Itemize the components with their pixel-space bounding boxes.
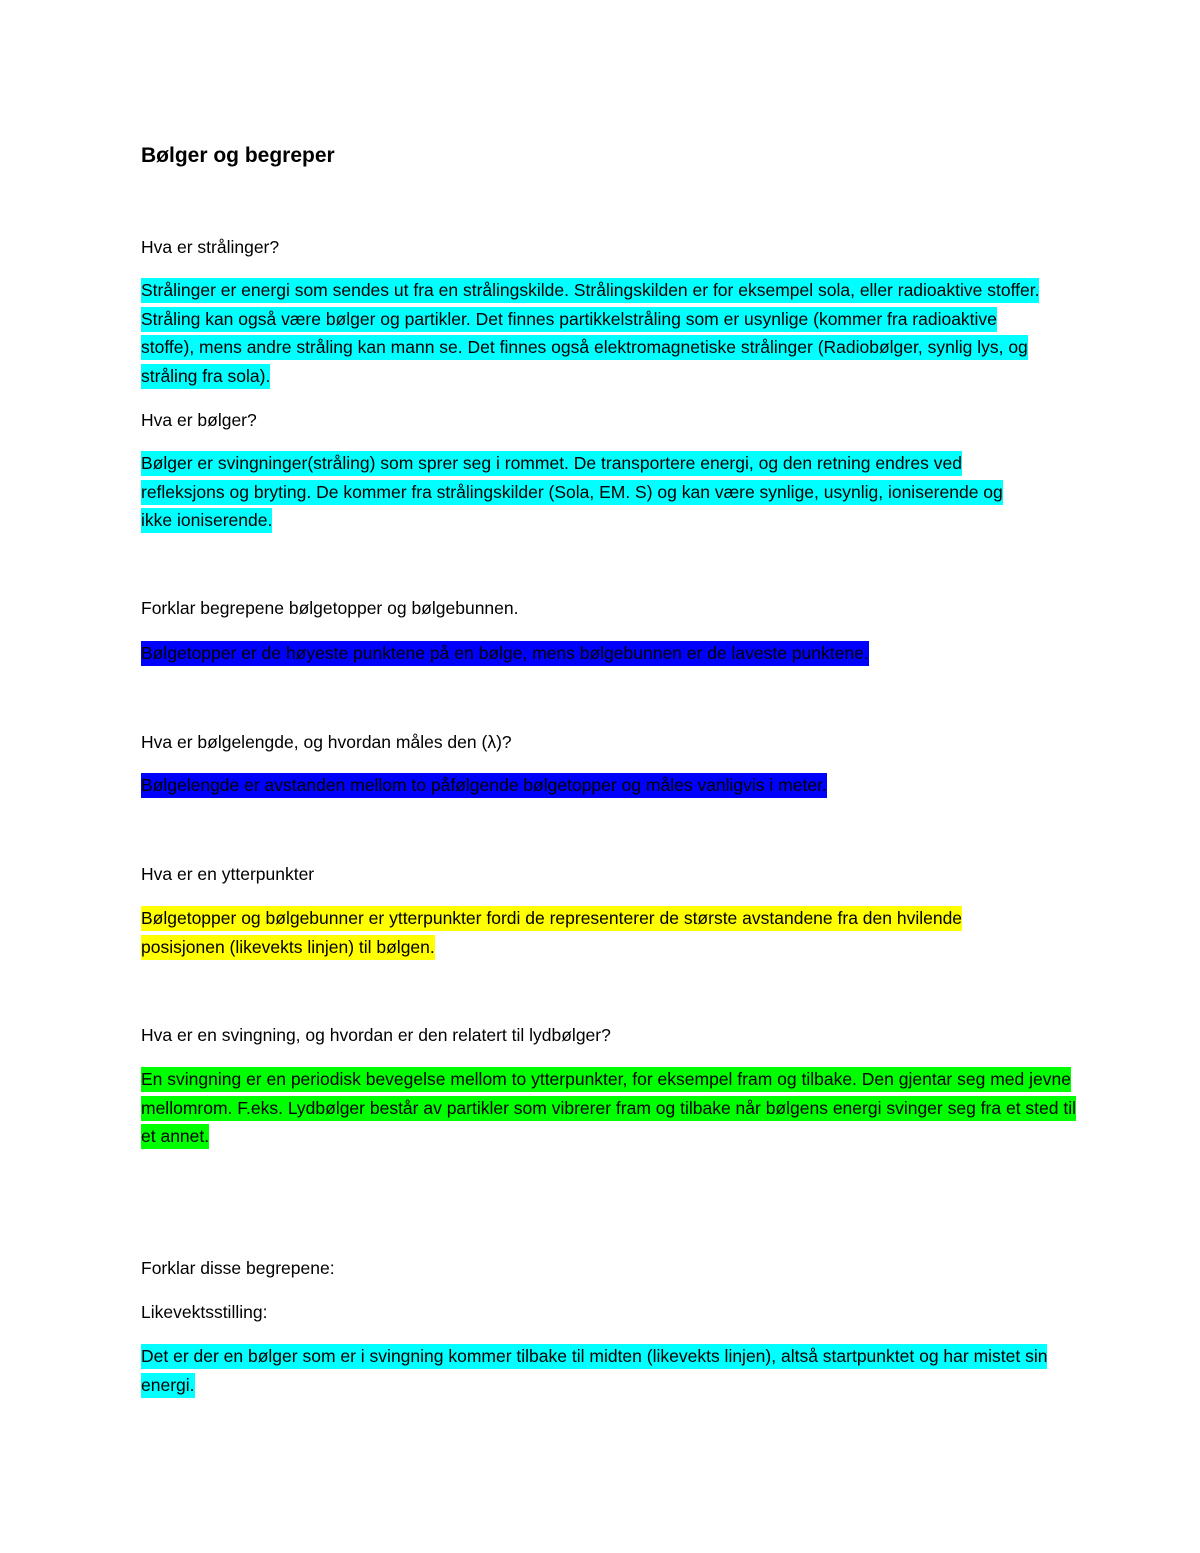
answer-bolgelengde-text: Bølgelengde er avstanden mellom to påfølgende bølgetopper og måles vanligvis i meter.: [141, 773, 827, 798]
document-title: Bølger og begreper: [141, 144, 335, 167]
question-stralinger: Hva er strålinger?: [141, 237, 280, 257]
answer-stralinger: [141, 276, 1041, 390]
answer-bolgetopper-text: Bølgetopper er de høyeste punktene på en bølge, mens bølgebunnen er de laveste punktene.: [141, 641, 869, 666]
answer-bolgetopper: [141, 639, 1071, 668]
question-svingning: Hva er en svingning, og hvordan er den relatert til lydbølger?: [141, 1025, 611, 1045]
answer-bolger: [141, 449, 1036, 535]
answer-stralinger-text: Strålinger er energi som sendes ut fra en strålingskilde. Strålingskilden er for eksempel sola, eller radioaktive stoffer. Stråling kan også være bølger og partikler. Det finnes partikkelstråling som er usynlige (kommer fra radioaktive stoffe), mens andre stråling kan mann se. Det finnes også elektromagnetiske strålinger (Radiobølger, synlig lys, og stråling fra sola).: [141, 278, 1039, 389]
answer-likevektsstilling: [141, 1342, 1066, 1399]
answer-svingning-text: En svingning er en periodisk bevegelse mellom to ytterpunkter, for eksempel fram og tilbake. Den gjentar seg med jevne mellomrom. F.eks. Lydbølger består av partikler som vibrerer fram og tilbake når bølgens energi svinger seg fra et sted til et annet.: [141, 1067, 1076, 1149]
answer-svingning: [141, 1065, 1076, 1151]
question-bolger: Hva er bølger?: [141, 410, 257, 430]
term-likevektsstilling: Likevektsstilling:: [141, 1302, 268, 1322]
answer-ytterpunkter: [141, 904, 1011, 961]
question-ytterpunkter: Hva er en ytterpunkter: [141, 864, 315, 884]
question-bolgelengde: Hva er bølgelengde, og hvordan måles den (λ)?: [141, 732, 512, 752]
answer-bolger-text: Bølger er svingninger(stråling) som sprer seg i rommet. De transportere energi, og den retning endres ved refleksjons og bryting. De kommer fra strålingskilder (Sola, EM. S) og kan være synlige, usynlig, ioniserende og ikke ioniserende.: [141, 451, 1003, 533]
answer-ytterpunkter-text: Bølgetopper og bølgebunner er ytterpunkter fordi de representerer de største avstandene fra den hvilende posisjonen (likevekts linjen) til bølgen.: [141, 906, 962, 960]
question-bolgetopper: Forklar begrepene bølgetopper og bølgebunnen.: [141, 598, 519, 618]
final-heading: Forklar disse begrepene:: [141, 1258, 335, 1278]
answer-likevektsstilling-text: Det er der en bølger som er i svingning kommer tilbake til midten (likevekts linjen), altså startpunktet og har mistet sin energi.: [141, 1344, 1047, 1398]
answer-bolgelengde: [141, 771, 1071, 800]
